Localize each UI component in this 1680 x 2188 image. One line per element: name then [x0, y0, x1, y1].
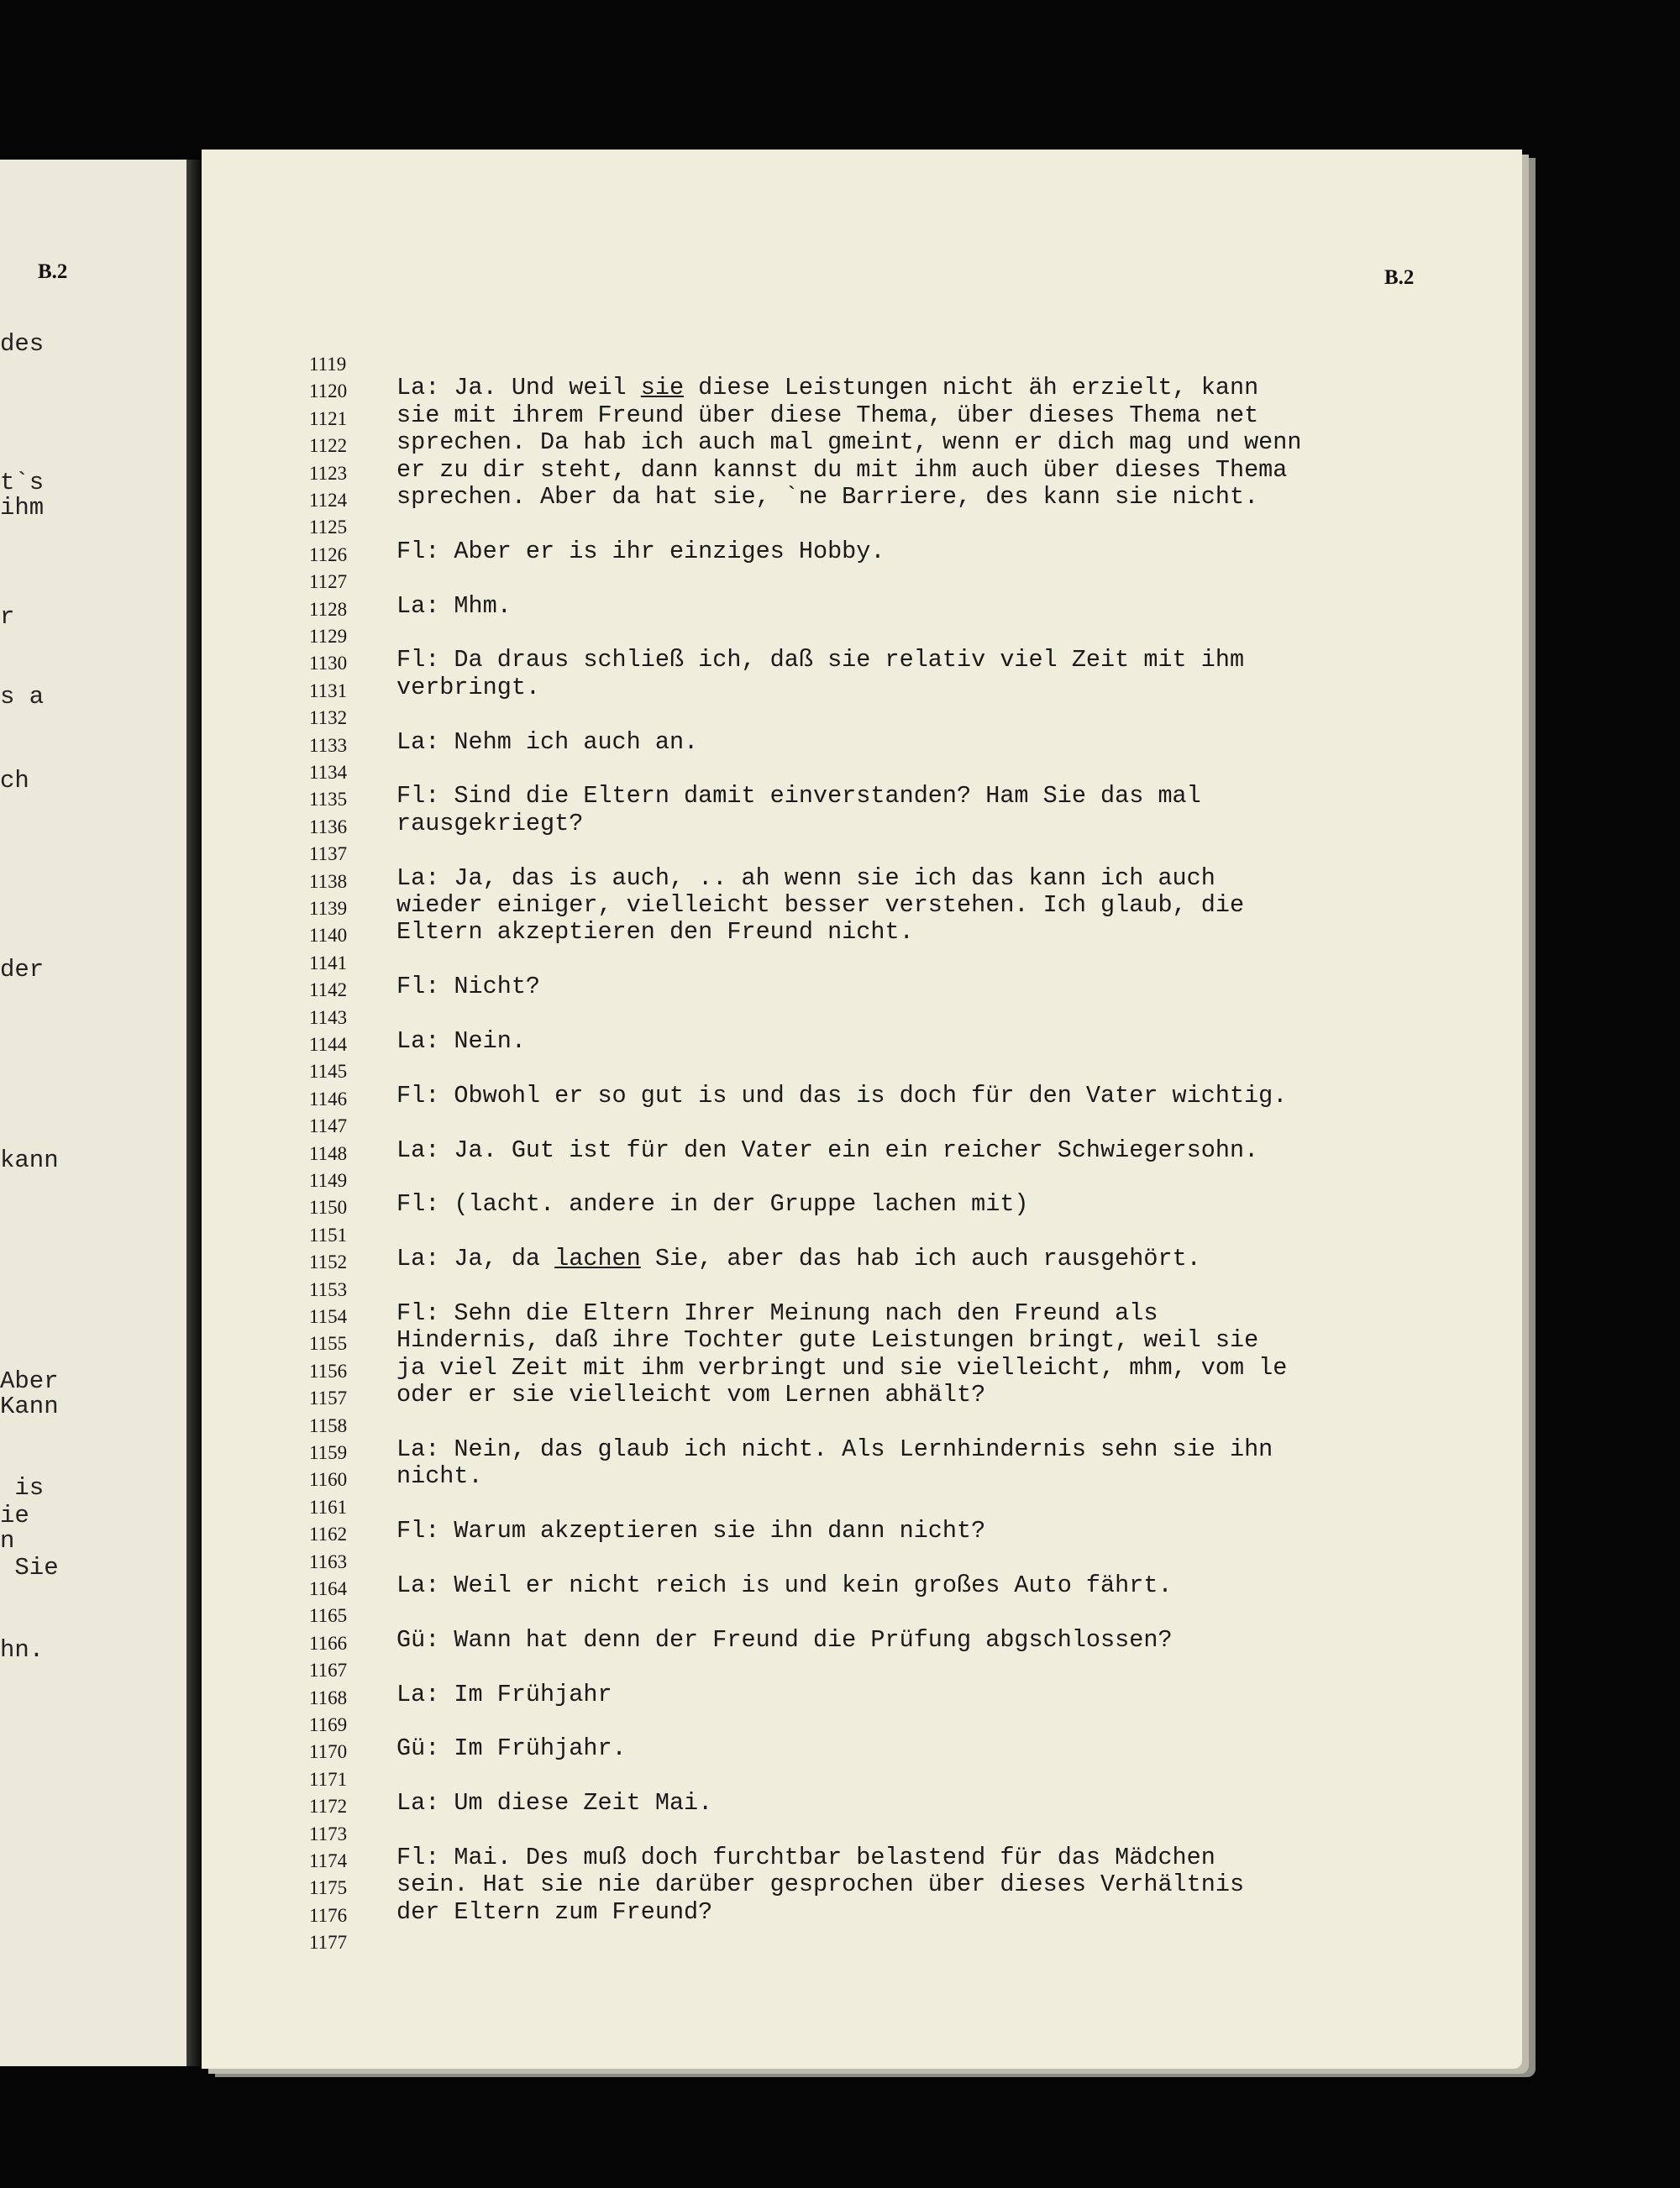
- line-text: wieder einiger, vielleicht besser verstehen. Ich glaub, die: [396, 891, 1245, 919]
- transcript-line: [0, 1054, 1680, 1081]
- transcript-line: [0, 728, 1680, 755]
- line-text: Fl: Warum akzeptieren sie ihn dann nicht?: [396, 1517, 986, 1545]
- left-page-fragment: is: [0, 1474, 45, 1502]
- transcript-line: [0, 1734, 1680, 1761]
- line-text: Fl: Nicht?: [396, 973, 541, 1001]
- line-number: 1172: [309, 1796, 348, 1818]
- line-number: 1171: [309, 1768, 348, 1790]
- line-text: sprechen. Aber da hat sie, `ne Barriere, des kann sie nicht.: [396, 483, 1259, 511]
- line-number: 1154: [309, 1306, 348, 1327]
- transcript-line: [0, 374, 1680, 401]
- line-text: La: Nein.: [396, 1027, 526, 1055]
- line-number: 1123: [309, 462, 348, 484]
- transcript-line: [0, 837, 1680, 863]
- line-text: Fl: (lacht. andere in der Gruppe lachen mit): [396, 1190, 1029, 1219]
- transcript-line: [0, 810, 1680, 837]
- transcript-line: [0, 1789, 1680, 1816]
- transcript-line: [0, 401, 1680, 428]
- transcript-line: [0, 1435, 1680, 1462]
- line-number: 1174: [309, 1850, 348, 1871]
- line-number: 1119: [309, 354, 347, 375]
- left-page-fragment: der: [0, 956, 45, 984]
- line-text: sie mit ihrem Freund über diese Thema, über dieses Thema net: [396, 401, 1259, 429]
- line-number: 1120: [309, 380, 348, 402]
- transcript-line: [0, 946, 1680, 973]
- transcript-line: [0, 1571, 1680, 1598]
- line-text: Fl: Mai. Des muß doch furchtbar belastend für das Mädchen: [396, 1844, 1215, 1871]
- line-number: 1141: [309, 952, 348, 973]
- line-number: 1137: [309, 843, 348, 865]
- transcript-line: [0, 1653, 1680, 1680]
- line-text: La: Ja. Gut ist für den Vater ein ein reicher Schwiegersohn.: [396, 1136, 1259, 1164]
- transcript-line: [0, 1136, 1680, 1163]
- line-number: 1169: [309, 1714, 348, 1735]
- line-text: sein. Hat sie nie darüber gesprochen über dieses Verhältnis: [396, 1871, 1245, 1899]
- line-number: 1162: [309, 1524, 348, 1545]
- line-text: Fl: Da draus schließ ich, daß sie relativ viel Zeit mit ihm: [396, 646, 1245, 674]
- transcript-line: [0, 755, 1680, 782]
- transcript-line: [0, 1762, 1680, 1789]
- line-number: 1150: [309, 1197, 348, 1219]
- right-page-header: B.2: [1384, 266, 1415, 289]
- transcript-line: [0, 1545, 1680, 1571]
- line-text: La: Ja. Und weil sie diese Leistungen nicht äh erzielt, kann: [396, 374, 1259, 402]
- transcript-line: [0, 1598, 1680, 1625]
- transcript-line: [0, 1326, 1680, 1353]
- line-number: 1133: [309, 734, 348, 756]
- transcript-line: [0, 1027, 1680, 1054]
- line-number: 1157: [309, 1388, 348, 1409]
- line-number: 1155: [309, 1333, 348, 1355]
- line-text: ja viel Zeit mit ihm verbringt und sie vielleicht, mhm, vom le: [396, 1353, 1288, 1382]
- line-text: der Eltern zum Freund?: [396, 1897, 713, 1926]
- left-page-fragment: s a: [0, 683, 45, 711]
- transcript-line: [0, 1190, 1680, 1217]
- transcript-line: [0, 347, 1680, 374]
- line-number: 1175: [309, 1877, 348, 1899]
- transcript-line: [0, 1817, 1680, 1844]
- line-text: Fl: Sind die Eltern damit einverstanden? Ham Sie das mal: [396, 782, 1201, 811]
- line-number: 1136: [309, 816, 348, 837]
- left-page-fragment: Aber: [0, 1367, 59, 1395]
- line-number: 1151: [309, 1224, 348, 1246]
- transcript-line: [0, 864, 1680, 891]
- transcript-line: [0, 1925, 1680, 1952]
- line-number: 1138: [309, 870, 348, 892]
- left-page-fragment: n: [0, 1527, 15, 1555]
- left-page-fragment: ch: [0, 767, 29, 795]
- transcript-line: [0, 1708, 1680, 1734]
- transcript-line: [0, 1844, 1680, 1871]
- line-number: 1131: [309, 679, 348, 701]
- line-number: 1158: [309, 1414, 348, 1436]
- transcript-line: [0, 1109, 1680, 1136]
- line-number: 1170: [309, 1741, 348, 1763]
- line-text: Eltern akzeptieren den Freund nicht.: [396, 918, 914, 947]
- line-text: rausgekriegt?: [396, 809, 584, 837]
- transcript-line: [0, 1354, 1680, 1381]
- line-number: 1146: [309, 1088, 348, 1110]
- line-number: 1139: [309, 898, 348, 919]
- line-text: La: Ja, das is auch, .. ah wenn sie ich das kann ich auch: [396, 863, 1215, 892]
- transcript-line: [0, 1299, 1680, 1326]
- line-number: 1130: [309, 653, 348, 674]
- transcript-line: [0, 1490, 1680, 1517]
- line-number: 1163: [309, 1550, 348, 1572]
- transcript-line: [0, 1462, 1680, 1489]
- line-number: 1149: [309, 1170, 348, 1191]
- line-number: 1161: [309, 1496, 348, 1518]
- left-page-header: B.2: [38, 260, 68, 283]
- line-text: La: Nehm ich auch an.: [396, 727, 699, 756]
- transcript-line: [0, 538, 1680, 564]
- left-page-fragment: r: [0, 603, 15, 631]
- left-page-fragment: des: [0, 330, 45, 358]
- line-text: La: Ja, da lachen Sie, aber das hab ich auch rausgehört.: [396, 1245, 1201, 1273]
- transcript-line: [0, 891, 1680, 918]
- line-number: 1177: [309, 1932, 348, 1954]
- line-text: La: Mhm.: [396, 591, 512, 620]
- transcript-line: [0, 700, 1680, 727]
- line-text: Gü: Im Frühjahr.: [396, 1734, 627, 1763]
- line-text: La: Weil er nicht reich is und kein großes Auto fährt.: [396, 1571, 1173, 1599]
- line-text: Gü: Wann hat denn der Freund die Prüfung abgschlossen?: [396, 1625, 1173, 1654]
- line-number: 1121: [309, 407, 348, 429]
- line-number: 1122: [309, 435, 348, 457]
- transcript-line: [0, 1681, 1680, 1708]
- line-text: nicht.: [396, 1462, 483, 1491]
- line-number: 1142: [309, 979, 348, 1001]
- transcript-line: [0, 564, 1680, 591]
- transcript-line: [0, 973, 1680, 1000]
- line-number: 1168: [309, 1687, 348, 1708]
- line-number: 1140: [309, 925, 348, 947]
- line-number: 1156: [309, 1360, 348, 1382]
- transcript-line: [0, 1381, 1680, 1408]
- line-number: 1145: [309, 1061, 348, 1083]
- transcript-line: [0, 428, 1680, 455]
- line-number: 1143: [309, 1006, 348, 1028]
- transcript-line: [0, 674, 1680, 700]
- line-text: sprechen. Da hab ich auch mal gmeint, wenn er dich mag und wenn: [396, 428, 1302, 457]
- line-number: 1164: [309, 1578, 348, 1599]
- line-number: 1153: [309, 1278, 348, 1300]
- transcript-line: [0, 483, 1680, 510]
- line-number: 1127: [309, 571, 348, 593]
- transcript-line: [0, 592, 1680, 619]
- transcript-line: [0, 619, 1680, 646]
- left-page-fragment: Sie: [0, 1554, 59, 1582]
- line-number: 1124: [309, 490, 348, 511]
- line-text: La: Um diese Zeit Mai.: [396, 1789, 713, 1818]
- left-page-fragment: t`s: [0, 469, 45, 496]
- transcript-line: [0, 782, 1680, 809]
- underlined-word: lachen: [554, 1245, 641, 1273]
- line-number: 1128: [309, 598, 348, 620]
- transcript-line: [0, 1218, 1680, 1245]
- line-number: 1159: [309, 1442, 348, 1463]
- left-page-fragment: ie: [0, 1502, 29, 1530]
- line-number: 1148: [309, 1142, 348, 1164]
- left-page-fragment: Kann: [0, 1393, 59, 1420]
- transcript-line: [0, 1163, 1680, 1190]
- line-text: La: Im Frühjahr: [396, 1680, 612, 1708]
- line-text: Fl: Sehn die Eltern Ihrer Meinung nach den Freund als: [396, 1299, 1158, 1327]
- transcript-line: [0, 510, 1680, 537]
- line-number: 1134: [309, 762, 348, 783]
- left-page-fragment: kann: [0, 1146, 59, 1174]
- transcript-line: [0, 456, 1680, 483]
- line-text: oder er sie vielleicht vom Lernen abhält?: [396, 1381, 986, 1409]
- line-text: verbringt.: [396, 673, 541, 701]
- line-number: 1125: [309, 517, 348, 538]
- line-text: La: Nein, das glaub ich nicht. Als Lernhindernis sehn sie ihn: [396, 1435, 1273, 1463]
- line-text: er zu dir steht, dann kannst du mit ihm auch über dieses Thema: [396, 455, 1288, 484]
- transcript-line: [0, 646, 1680, 673]
- line-number: 1160: [309, 1469, 348, 1491]
- line-number: 1135: [309, 789, 348, 811]
- line-number: 1173: [309, 1823, 348, 1844]
- left-page-fragment: ihm: [0, 494, 45, 522]
- line-number: 1166: [309, 1632, 348, 1654]
- line-text: Hindernis, daß ihre Tochter gute Leistungen bringt, weil sie: [396, 1326, 1259, 1355]
- line-number: 1152: [309, 1251, 348, 1273]
- line-text: Fl: Obwohl er so gut is und das is doch für den Vater wichtig.: [396, 1081, 1288, 1110]
- line-number: 1132: [309, 707, 348, 729]
- transcript-line: [0, 1626, 1680, 1653]
- transcript-line: [0, 1898, 1680, 1925]
- transcript-line: [0, 1245, 1680, 1272]
- transcript-line: [0, 918, 1680, 945]
- transcript-line: [0, 1409, 1680, 1435]
- line-number: 1129: [309, 626, 348, 647]
- line-number: 1147: [309, 1115, 348, 1137]
- transcript-line: [0, 1517, 1680, 1544]
- transcript-line: [0, 1272, 1680, 1299]
- transcript-line: [0, 1082, 1680, 1109]
- line-text: Fl: Aber er is ihr einziges Hobby.: [396, 537, 885, 565]
- line-number: 1165: [309, 1605, 348, 1627]
- line-number: 1167: [309, 1660, 348, 1682]
- transcript-line: [0, 1871, 1680, 1897]
- line-number: 1176: [309, 1904, 348, 1926]
- underlined-word: sie: [640, 374, 685, 402]
- transcript-line: [0, 1000, 1680, 1027]
- line-number: 1126: [309, 543, 348, 565]
- left-page-fragment: hn.: [0, 1636, 45, 1664]
- line-number: 1144: [309, 1034, 348, 1055]
